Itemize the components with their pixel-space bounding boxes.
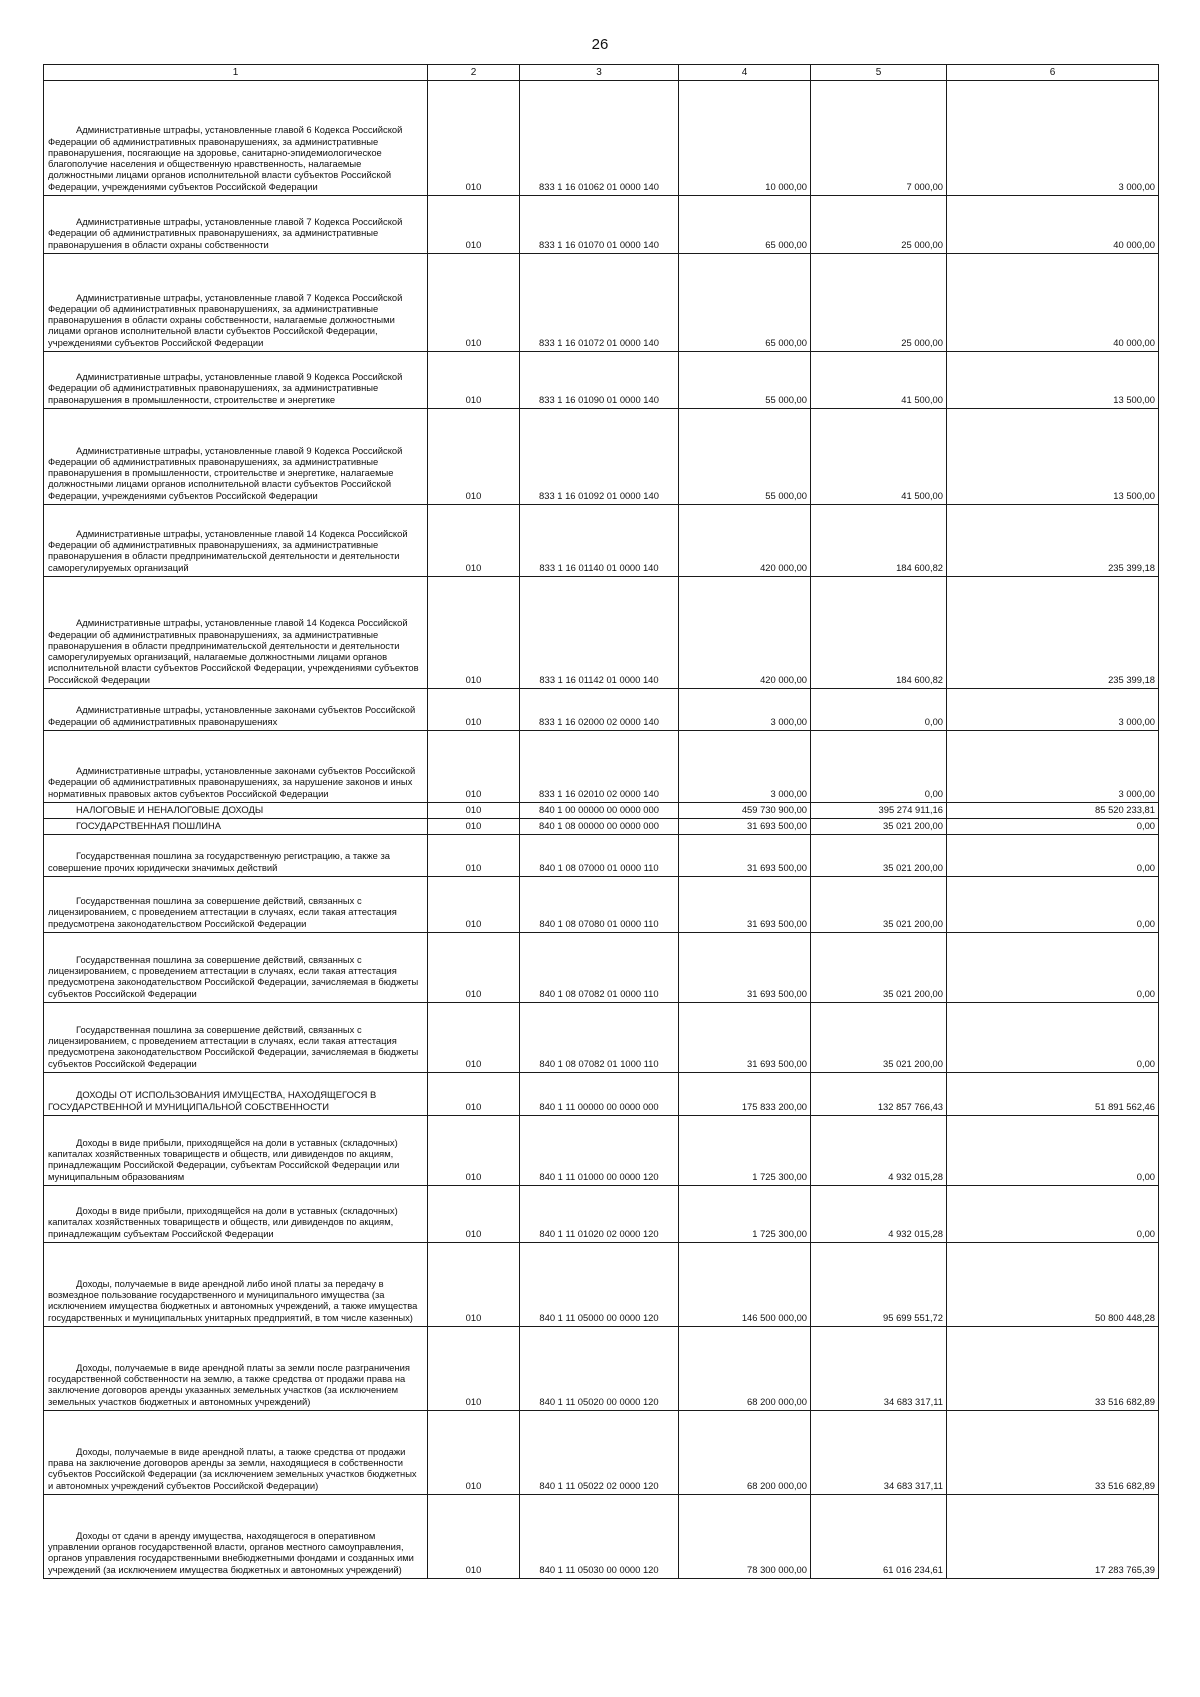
table-row <box>44 81 1159 196</box>
row-line-code: 010 <box>428 803 520 819</box>
table-row <box>44 505 1159 577</box>
row-description: Административные штрафы, установленные главой 14 Кодекса Российской Федерации об административных правонарушениях, за административные правонарушения в области предпринимательской деятельности и деятельности саморегулируемых организаций, налагаемые должностными лицами органов исполнительной власти субъектов Российской Федерации, учреждениями субъектов Российской Федерации <box>44 577 428 689</box>
row-budget-code: 833 1 16 02010 02 0000 140 <box>520 731 679 803</box>
row-value-col6: 13 500,00 <box>947 352 1159 409</box>
row-value-col5: 34 683 317,11 <box>811 1411 947 1495</box>
table-row <box>44 1411 1159 1495</box>
row-description: НАЛОГОВЫЕ И НЕНАЛОГОВЫЕ ДОХОДЫ <box>44 803 428 819</box>
row-value-col4: 31 693 500,00 <box>679 819 811 835</box>
table-row <box>44 1243 1159 1327</box>
row-budget-code: 840 1 08 07082 01 0000 110 <box>520 933 679 1003</box>
row-budget-code: 833 1 16 01140 01 0000 140 <box>520 505 679 577</box>
row-line-code: 010 <box>428 1003 520 1073</box>
row-value-col6: 50 800 448,28 <box>947 1243 1159 1327</box>
row-line-code: 010 <box>428 196 520 254</box>
table-row <box>44 1073 1159 1116</box>
row-budget-code: 833 1 16 01070 01 0000 140 <box>520 196 679 254</box>
table-row <box>44 577 1159 689</box>
row-description: Административные штрафы, установленные законами субъектов Российской Федерации об административных правонарушениях, за нарушение законов и иных нормативных правовых актов субъектов Российской Федерации <box>44 731 428 803</box>
row-value-col5: 61 016 234,61 <box>811 1495 947 1579</box>
row-description: ГОСУДАРСТВЕННАЯ ПОШЛИНА <box>44 819 428 835</box>
row-line-code: 010 <box>428 1411 520 1495</box>
row-budget-code: 840 1 11 05030 00 0000 120 <box>520 1495 679 1579</box>
row-value-col6: 0,00 <box>947 933 1159 1003</box>
row-value-col6: 0,00 <box>947 1003 1159 1073</box>
row-value-col4: 78 300 000,00 <box>679 1495 811 1579</box>
row-line-code: 010 <box>428 1243 520 1327</box>
row-value-col4: 420 000,00 <box>679 577 811 689</box>
row-value-col6: 40 000,00 <box>947 254 1159 352</box>
row-line-code: 010 <box>428 505 520 577</box>
row-description: Доходы от сдачи в аренду имущества, находящегося в оперативном управлении органов государственной власти, органов местного самоуправления, органов управления государственными внебюджетными фондами и созданных ими учреждений (за исключением имущества бюджетных и автономных учреждений) <box>44 1495 428 1579</box>
row-budget-code: 840 1 11 05000 00 0000 120 <box>520 1243 679 1327</box>
table-row <box>44 1116 1159 1186</box>
row-line-code: 010 <box>428 835 520 877</box>
row-budget-code: 833 1 16 01090 01 0000 140 <box>520 352 679 409</box>
row-value-col6: 0,00 <box>947 1186 1159 1243</box>
table-row <box>44 352 1159 409</box>
column-header-5: 5 <box>811 65 947 81</box>
row-description: Доходы в виде прибыли, приходящейся на доли в уставных (складочных) капиталах хозяйственных товариществ и обществ, или дивидендов по акциям, принадлежащим субъектам Российской Федерации <box>44 1186 428 1243</box>
row-description: Административные штрафы, установленные главой 14 Кодекса Российской Федерации об административных правонарушениях, за административные правонарушения в области предпринимательской деятельности и деятельности саморегулируемых организаций <box>44 505 428 577</box>
table-header-row <box>44 65 1159 81</box>
row-value-col5: 35 021 200,00 <box>811 835 947 877</box>
row-description: Государственная пошлина за государственную регистрацию, а также за совершение прочих юридически значимых действий <box>44 835 428 877</box>
row-line-code: 010 <box>428 1073 520 1116</box>
row-value-col6: 85 520 233,81 <box>947 803 1159 819</box>
page-number: 26 <box>591 36 609 53</box>
row-line-code: 010 <box>428 81 520 196</box>
row-budget-code: 840 1 11 00000 00 0000 000 <box>520 1073 679 1116</box>
row-budget-code: 840 1 11 05020 00 0000 120 <box>520 1327 679 1411</box>
row-value-col5: 41 500,00 <box>811 409 947 505</box>
row-value-col4: 1 725 300,00 <box>679 1186 811 1243</box>
row-value-col6: 0,00 <box>947 819 1159 835</box>
row-value-col6: 40 000,00 <box>947 196 1159 254</box>
column-header-6: 6 <box>947 65 1159 81</box>
column-header-3: 3 <box>520 65 679 81</box>
table-row <box>44 877 1159 933</box>
row-value-col5: 395 274 911,16 <box>811 803 947 819</box>
table-row <box>44 731 1159 803</box>
row-value-col6: 17 283 765,39 <box>947 1495 1159 1579</box>
row-description: Государственная пошлина за совершение действий, связанных с лицензированием, с проведением аттестации в случаях, если такая аттестация предусмотрена законодательством Российской Федерации <box>44 877 428 933</box>
row-value-col5: 25 000,00 <box>811 254 947 352</box>
row-value-col4: 68 200 000,00 <box>679 1327 811 1411</box>
row-line-code: 010 <box>428 1116 520 1186</box>
row-value-col4: 146 500 000,00 <box>679 1243 811 1327</box>
row-value-col4: 459 730 900,00 <box>679 803 811 819</box>
row-value-col5: 35 021 200,00 <box>811 933 947 1003</box>
row-value-col5: 184 600,82 <box>811 505 947 577</box>
row-budget-code: 840 1 11 01000 00 0000 120 <box>520 1116 679 1186</box>
row-value-col6: 3 000,00 <box>947 731 1159 803</box>
row-line-code: 010 <box>428 877 520 933</box>
row-value-col4: 31 693 500,00 <box>679 1003 811 1073</box>
row-line-code: 010 <box>428 1495 520 1579</box>
row-description: Доходы, получаемые в виде арендной либо иной платы за передачу в возмездное пользование государственного и муниципального имущества (за исключением имущества бюджетных и автономных учреждений, а также имущества государственных и муниципальных унитарных предприятий, в том числе казенных) <box>44 1243 428 1327</box>
row-value-col5: 35 021 200,00 <box>811 1003 947 1073</box>
row-budget-code: 840 1 08 00000 00 0000 000 <box>520 819 679 835</box>
row-value-col6: 3 000,00 <box>947 689 1159 731</box>
row-budget-code: 833 1 16 01072 01 0000 140 <box>520 254 679 352</box>
row-value-col4: 175 833 200,00 <box>679 1073 811 1116</box>
row-value-col6: 33 516 682,89 <box>947 1327 1159 1411</box>
table-row <box>44 1186 1159 1243</box>
row-budget-code: 840 1 11 05022 02 0000 120 <box>520 1411 679 1495</box>
row-line-code: 010 <box>428 1327 520 1411</box>
row-line-code: 010 <box>428 577 520 689</box>
table-row <box>44 254 1159 352</box>
row-value-col5: 35 021 200,00 <box>811 819 947 835</box>
row-value-col4: 3 000,00 <box>679 731 811 803</box>
row-value-col4: 31 693 500,00 <box>679 877 811 933</box>
row-budget-code: 833 1 16 01062 01 0000 140 <box>520 81 679 196</box>
row-value-col5: 4 932 015,28 <box>811 1116 947 1186</box>
row-value-col5: 184 600,82 <box>811 577 947 689</box>
row-value-col4: 55 000,00 <box>679 352 811 409</box>
table-row <box>44 803 1159 819</box>
row-line-code: 010 <box>428 933 520 1003</box>
row-line-code: 010 <box>428 352 520 409</box>
row-line-code: 010 <box>428 409 520 505</box>
row-description: Административные штрафы, установленные главой 6 Кодекса Российской Федерации об административных правонарушениях, за административные правонарушения, посягающие на здоровье, санитарно-эпидемиологическое благополучие населения и общественную нравственность, налагаемые должностными лицами органов исполнительной власти субъектов Российской Федерации, учреждениями субъектов Российской Федерации <box>44 81 428 196</box>
row-value-col6: 33 516 682,89 <box>947 1411 1159 1495</box>
column-header-2: 2 <box>428 65 520 81</box>
row-value-col5: 34 683 317,11 <box>811 1327 947 1411</box>
table-row <box>44 689 1159 731</box>
row-value-col4: 1 725 300,00 <box>679 1116 811 1186</box>
row-value-col4: 3 000,00 <box>679 689 811 731</box>
row-value-col6: 0,00 <box>947 835 1159 877</box>
row-budget-code: 840 1 00 00000 00 0000 000 <box>520 803 679 819</box>
row-description: Административные штрафы, установленные главой 9 Кодекса Российской Федерации об административных правонарушениях, за административные правонарушения в промышленности, строительстве и энергетике, налагаемые должностными лицами органов исполнительной власти субъектов Российской Федерации, учреждениями субъектов Российской Федерации <box>44 409 428 505</box>
row-description: Государственная пошлина за совершение действий, связанных с лицензированием, с проведением аттестации в случаях, если такая аттестация предусмотрена законодательством Российской Федерации, зачисляемая в бюджеты субъектов Российской Федерации <box>44 933 428 1003</box>
row-value-col6: 51 891 562,46 <box>947 1073 1159 1116</box>
row-line-code: 010 <box>428 731 520 803</box>
row-budget-code: 840 1 08 07082 01 1000 110 <box>520 1003 679 1073</box>
row-value-col4: 55 000,00 <box>679 409 811 505</box>
row-value-col6: 235 399,18 <box>947 505 1159 577</box>
row-value-col5: 0,00 <box>811 731 947 803</box>
row-value-col4: 65 000,00 <box>679 196 811 254</box>
row-value-col4: 31 693 500,00 <box>679 835 811 877</box>
row-line-code: 010 <box>428 254 520 352</box>
row-line-code: 010 <box>428 689 520 731</box>
row-budget-code: 840 1 08 07080 01 0000 110 <box>520 877 679 933</box>
row-description: Доходы, получаемые в виде арендной платы, а также средства от продажи права на заключение договоров аренды за земли, находящиеся в собственности субъектов Российской Федерации (за исключением земельных участков бюджетных и автономных учреждений субъектов Российской Федерации) <box>44 1411 428 1495</box>
row-value-col6: 0,00 <box>947 877 1159 933</box>
table-row <box>44 819 1159 835</box>
row-description: Государственная пошлина за совершение действий, связанных с лицензированием, с проведением аттестации в случаях, если такая аттестация предусмотрена законодательством Российской Федерации, зачисляемая в бюджеты субъектов Российской Федерации <box>44 1003 428 1073</box>
row-budget-code: 833 1 16 01142 01 0000 140 <box>520 577 679 689</box>
table-row <box>44 1327 1159 1411</box>
row-budget-code: 833 1 16 01092 01 0000 140 <box>520 409 679 505</box>
revenue-table <box>43 64 1159 1579</box>
table-row <box>44 409 1159 505</box>
row-value-col6: 0,00 <box>947 1116 1159 1186</box>
column-header-1: 1 <box>44 65 428 81</box>
row-value-col5: 25 000,00 <box>811 196 947 254</box>
row-value-col5: 7 000,00 <box>811 81 947 196</box>
row-budget-code: 840 1 11 01020 02 0000 120 <box>520 1186 679 1243</box>
row-description: Доходы, получаемые в виде арендной платы за земли после разграничения государственной собственности на землю, а также средства от продажи права на заключение договоров аренды указанных земельных участков (за исключением земельных участков бюджетных и автономных учреждений) <box>44 1327 428 1411</box>
row-value-col4: 10 000,00 <box>679 81 811 196</box>
row-value-col6: 235 399,18 <box>947 577 1159 689</box>
row-description: Административные штрафы, установленные главой 9 Кодекса Российской Федерации об административных правонарушениях, за административные правонарушения в промышленности, строительстве и энергетике <box>44 352 428 409</box>
table-row <box>44 196 1159 254</box>
row-value-col4: 65 000,00 <box>679 254 811 352</box>
row-value-col4: 31 693 500,00 <box>679 933 811 1003</box>
row-value-col6: 3 000,00 <box>947 81 1159 196</box>
row-description: ДОХОДЫ ОТ ИСПОЛЬЗОВАНИЯ ИМУЩЕСТВА, НАХОДЯЩЕГОСЯ В ГОСУДАРСТВЕННОЙ И МУНИЦИПАЛЬНОЙ СОБСТВЕННОСТИ <box>44 1073 428 1116</box>
row-value-col4: 420 000,00 <box>679 505 811 577</box>
table-row <box>44 835 1159 877</box>
row-description: Административные штрафы, установленные главой 7 Кодекса Российской Федерации об административных правонарушениях, за административные правонарушения в области охраны собственности, налагаемые должностными лицами органов исполнительной власти субъектов Российской Федерации, учреждениями субъектов Российской Федерации <box>44 254 428 352</box>
row-value-col5: 35 021 200,00 <box>811 877 947 933</box>
row-budget-code: 833 1 16 02000 02 0000 140 <box>520 689 679 731</box>
table-row <box>44 1003 1159 1073</box>
row-value-col5: 4 932 015,28 <box>811 1186 947 1243</box>
row-description: Административные штрафы, установленные главой 7 Кодекса Российской Федерации об административных правонарушениях, за административные правонарушения в области охраны собственности <box>44 196 428 254</box>
table-row <box>44 933 1159 1003</box>
row-value-col5: 0,00 <box>811 689 947 731</box>
row-line-code: 010 <box>428 819 520 835</box>
row-budget-code: 840 1 08 07000 01 0000 110 <box>520 835 679 877</box>
row-value-col5: 132 857 766,43 <box>811 1073 947 1116</box>
row-line-code: 010 <box>428 1186 520 1243</box>
row-description: Доходы в виде прибыли, приходящейся на доли в уставных (складочных) капиталах хозяйственных товариществ и обществ, или дивидендов по акциям, принадлежащим Российской Федерации, субъектам Российской Федерации или муниципальным образованиям <box>44 1116 428 1186</box>
row-value-col5: 95 699 551,72 <box>811 1243 947 1327</box>
row-value-col6: 13 500,00 <box>947 409 1159 505</box>
column-header-4: 4 <box>679 65 811 81</box>
row-description: Административные штрафы, установленные законами субъектов Российской Федерации об административных правонарушениях <box>44 689 428 731</box>
table-row <box>44 1495 1159 1579</box>
row-value-col5: 41 500,00 <box>811 352 947 409</box>
row-value-col4: 68 200 000,00 <box>679 1411 811 1495</box>
